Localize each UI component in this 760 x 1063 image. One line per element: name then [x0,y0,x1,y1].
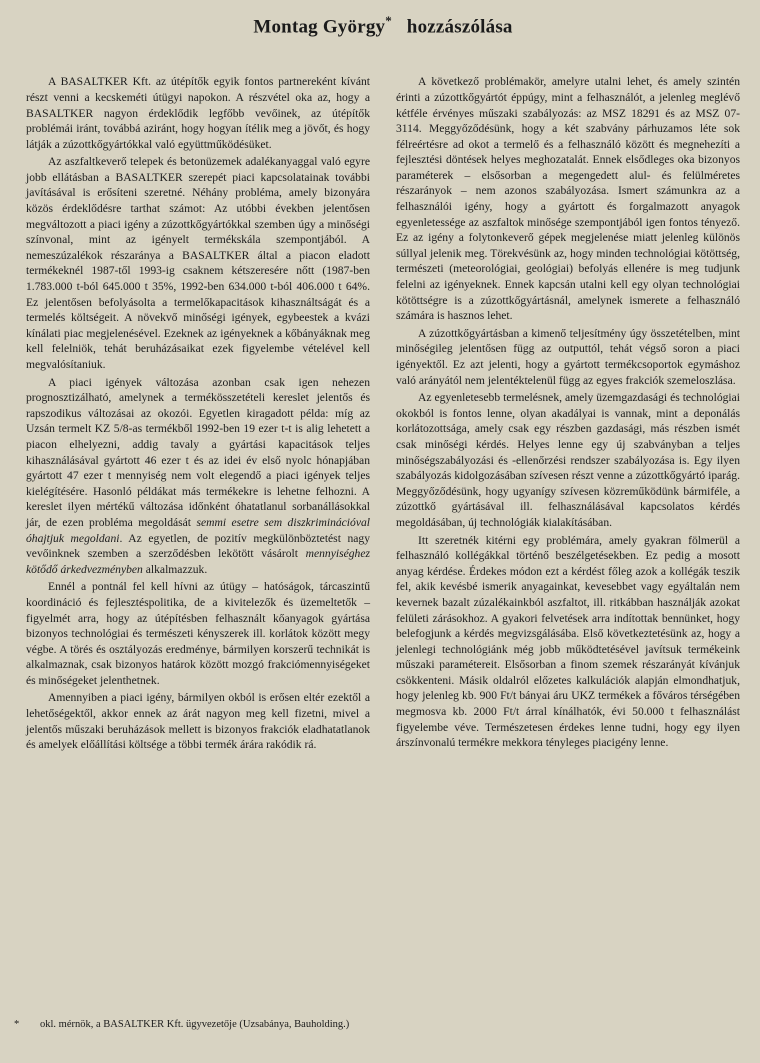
text-run: . Az egyetlen, de pozitív megkülönböztetést nagy vevőinknek szemben a szerződésben lekötött vásárolt [26,531,371,561]
text-run: Az egyenletesebb termelésnek, amely üzemgazdasági és technológiai okokból is fontos lenne, olyan akadályai is vannak, mint a deponálás korlátozottsága, amely csak egy részben gazdasági, más részben ismét csak minőségi kérdés. Helyes lenne egy új szabványban a teljes minőségszabályozási és -ellenőrzési rendszer szabályozása is. Egy ilyen szabályozás kidolgozásában szívesen részt venne a zúzottkőgyártó iparág. Meggyőződésünk, hogy ugyanígy szívesen közreműködünk bármiféle, a zúzottkő gyártásával ill. felhasználásával kapcsolatos kérdés megoldásában, új technológiák kialakításában. [396,391,740,529]
text-run: Itt szeretnék kitérni egy problémára, amely gyakran fölmerül a felhasználó kollégákkal történő beszélgetésekben. Ez pedig a mosott anyag kérdése. Érdekes módon ezt a kérdést főleg azok a kollégák teszik fel, akik kevésbé ismerik anyagainkat, kevesebbet vagy egyáltalán nem kevernek bazalt zúzalékainkból aszfaltot, ill. ritkábban használják azokat felületi zárásokhoz. A gyakori felvetések arra indítottak bennünket, hogy belefogjunk a kérdés megvizsgálásába. Első következtetésünk az, hogy a jelenlegi technológiánk még jobb működtetésével javítsuk termékeink műszaki paramétereit. Elsősorban a finom szemek részarányát kívánjuk csökkenteni. Másik oldalról előzetes kalkulációk alapján elmondhatjuk, hogy jelenleg kb. 900 Ft/t bányai áru UKZ termékek a főváros térségében megmosva kb. 2000 Ft/t árral kínálhatók, évi 50.000 t felhasználást figyelembe véve. Természetesen érdekes lenne tudni, hogy egy ilyen árszínvonalú termékre mekkora tényleges piacigény lenne. [396,533,740,750]
title-suffix: hozzászólása [406,16,513,38]
article-title [26,10,740,38]
italic-text: mennyiséghez kötődő árkedvezményben [26,547,370,576]
author-name: Montag György [253,16,386,38]
footnote [14,1018,349,1031]
left-column [26,74,370,755]
paragraph [26,579,370,688]
italic-text: semmi esetre sem diszkriminációval óhajtjuk megoldani [26,515,370,545]
footnote-marker: * [385,13,392,28]
paragraph [396,533,740,751]
text-run: Az aszfaltkeverő telepek és betonüzemek adalékanyaggal való egyre jobb ellátásban a BASALTKER szerepét piaci kapcsolatainak további javításával is erősíteni szeretné. Néhány probléma, amely bizonyára közös érdeklődésre tarthat számot: Az utóbbi években jelentősen megváltozott a piaci igény a zúzottkőgyártókkal szemben úgy a minőségi színvonal, mint az igényelt termékskála szempontjából. A nemeszúzalékok részaránya a BASALTKER által a piacon eladott termékeknél 1987-től 1993-ig csaknem kétszeresére nőtt (1987-ben 1.783.000 t-ból 645.000 t 35%, 1992-ben 634.000 t-ból 406.000 t 64%. Ez jelentősen befolyásolta a termelőkapacitások kihasználtságát és a termelés költségeit. A növekvő minőségi igények, egybeestek a kvázi kínálati piac megjelenésével. Ezeknek az igényeknek a kőbányáknak meg kell felelniök, tehát beruházásaikat ezek figyelembe vételével kell megvalósítaniuk. [26,155,370,372]
paragraph [396,74,740,324]
paragraph [26,690,370,752]
paragraph [26,154,370,372]
text-run: A piaci igények változása azonban csak igen nehezen prognosztizálható, amelynek a termékösszetételi kereslet jelentős és rapszodikus változásai az okozói. Egyetlen kiragadott példa: míg az Uzsán termelt KZ 5/8-as termékből 1992-ben 19 ezer t-t is alig lehetett a piacon elhelyezni, addig tavaly a gyártási kapacitások teljes kihasználásával gyártott 46 ezer t és az idei év első nyolc hónapjában gyártott 47 ezer t mennyiség nem volt elegendő a piaci igények teljes kielégítésére. Hasonló példákat más termékekre is lehetne felhozni. A kereslet ilyen mértékű változása időnként óhatatlanul sorbanállásokkal jár, de ezen probléma megoldását [26,375,370,529]
paragraph [396,390,740,530]
right-column [396,74,740,755]
footnote-text: okl. mérnök, a BASALTKER Kft. ügyvezetője (Uzsabánya, Bauholding.) [40,1019,350,1030]
text-run: Amennyiben a piaci igény, bármilyen okból is erősen eltér ezektől a lehetőségektől, akkor ennek az árát nagyon meg kell fizetni, mivel a jelentős műszaki beruházások mellett is bizonyos frakciók eladhatatlanok és amelyek előállítási költsége a többi termék árára rakódik rá. [26,691,370,752]
text-run: A BASALTKER Kft. az útépítők egyik fontos partnereként kívánt részt venni a kecskeméti útügyi napokon. A részvétel oka az, hogy a BASALTKER nagyon érdeklődik legfőbb vevőinek, az útépítők problémái iránt, továbbá aziránt, hogy hogyan ítélik meg a jövőt, és hogy látják a zúzottkőgyártókkal való együttműködésüket. [26,75,370,151]
paragraph [396,326,740,388]
text-run: A zúzottkőgyártásban a kimenő teljesítmény úgy összetételben, mint minőségileg jelentősen függ az outputtól, tehát végső soron a piaci igényektől. Ez azt jelenti, hogy a gyártott termékcsoportok egymáshoz való arányától nem jelentéktelenül függ az egyes frakciók szemeloszlása. [396,326,740,387]
article-body [26,74,740,755]
paragraph [26,375,370,578]
footnote-mark: * [14,1019,20,1030]
paragraph [26,74,370,152]
text-run: Ennél a pontnál fel kell hívni az útügy – hatóságok, tárcaszintű koordináció és fejlesztéspolitika, de a kivitelezők és üzemeltetők – figyelmét arra, hogy az útépítésben felhasznált kőanyagok gyártása bizonyos technológiai és természeti kényszerek ill. korlátok között megy végbe. A törés és osztályozás eredménye, bármilyen korszerű technikát is alkalmaznak, csak bizonyos határok között mozgó frakciómennyiségeket és minőségeket jelenthetnek. [26,580,370,687]
text-run: A következő problémakör, amelyre utalni lehet, és amely szintén érinti a zúzottkőgyártót éppúgy, mint a felhasználót, a jelenleg meglévő kétféle érvényes műszaki szabályozás: az MSZ 18291 és az MSZ 07-3114. Meggyőződésünk, hogy a két szabvány párhuzamos léte sok félreértésre ad okot a termelő és a felhasználó között és megnehezíti a fejlesztési döntések helyes meghozatalát. Ennek elsődleges oka bizonyos paraméterek – elsősorban a megengedett alul- és felülméretes részarányok – nem azonos szabályozása. Ismert számunkra az a felhasználói igény, hogy a gyártott és forgalmazott anyagok egyenletessége az aszfaltok minősége szempontjából igen fontos tényező. Ez az igény a folytonkeverő gépek megjelenése miatt jelenleg különös súllyal jelenik meg. Törekvésünk az, hogy minden technológiai kötöttség, természeti (meteorológiai, geológiai) befolyás ellenére is meg tudjunk felelni az igényeknek. Ennek kapcsán utalni kell egy olyan technológiai kötöttségre is a zúzottkőgyártásnál, amelynek ismerete a felhasználó számára is hasznos lehet. [396,75,740,323]
text-run: alkalmazzuk. [142,562,208,576]
